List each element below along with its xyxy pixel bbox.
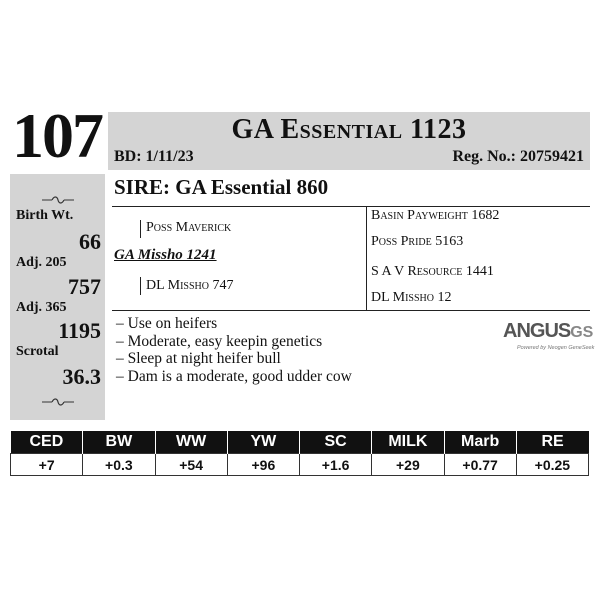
note-item: – Use on heifers [116,315,218,332]
birth-date: BD: 1/11/23 [114,148,194,165]
performance-sidebar [10,174,105,420]
ornament-icon [40,398,76,406]
animal-header [108,112,590,170]
logo-text: ANGUS [503,320,571,342]
epd-value: +7 [11,454,83,476]
scrotal-label: Scrotal [16,344,59,359]
epd-value: +0.25 [516,454,588,476]
pedigree-dam-sire-dam: DL Missho 12 [371,290,452,305]
ornament-icon [40,196,76,204]
pedigree-dam-sire: Poss Maverick [146,220,232,235]
epd-header: SC [300,431,372,454]
logo-suffix: GS [570,324,594,341]
epd-value-row [11,454,589,476]
epd-value: +96 [227,454,299,476]
epd-value: +29 [372,454,444,476]
divider [112,310,590,311]
divider [112,206,590,207]
epd-header: WW [155,431,227,454]
notes-list [116,315,352,385]
epd-value: +1.6 [300,454,372,476]
adj-205-label: Adj. 205 [16,255,67,270]
registration-number: Reg. No.: 20759421 [452,148,584,165]
adj-365-label: Adj. 365 [16,300,67,315]
epd-header: CED [11,431,83,454]
animal-name: GA Essential 1123 [231,114,467,145]
pedigree-sire-sire: Basin Payweight 1682 [371,208,500,223]
pedigree-bracket [140,220,141,238]
epd-header: Marb [444,431,516,454]
pedigree-bracket [140,277,141,295]
epd-value: +0.3 [83,454,155,476]
birth-weight-value: 66 [79,229,101,254]
pedigree-dam-dam: DL Missho 747 [146,278,234,293]
adj-365-value: 1195 [58,318,101,343]
note-item: – Moderate, easy keepin genetics [116,332,323,350]
epd-header: MILK [372,431,444,454]
pedigree-sire-dam: Poss Pride 5163 [371,234,464,249]
sire-line: SIRE: GA Essential 860 [114,175,329,199]
epd-header-row [11,431,589,454]
lot-number: 107 [12,100,102,171]
adj-205-value: 757 [68,274,101,299]
epd-header: RE [516,431,588,454]
pedigree-dam-sire-sire: S A V Resource 1441 [371,264,494,279]
epd-value: +0.77 [444,454,516,476]
epd-table [10,431,589,476]
dam-name: GA Missho 1241 [114,247,217,263]
scrotal-value: 36.3 [62,364,101,389]
epd-header: YW [227,431,299,454]
divider [366,206,367,310]
note-item: – Sleep at night heifer bull [116,350,281,367]
note-item: – Dam is a moderate, good udder cow [116,367,352,385]
pedigree-dam [114,247,217,264]
angus-gs-logo [503,320,595,360]
logo-tagline: Powered by Neogen GeneSeek [517,345,595,351]
epd-header: BW [83,431,155,454]
epd-value: +54 [155,454,227,476]
birth-weight-label: Birth Wt. [16,208,74,223]
